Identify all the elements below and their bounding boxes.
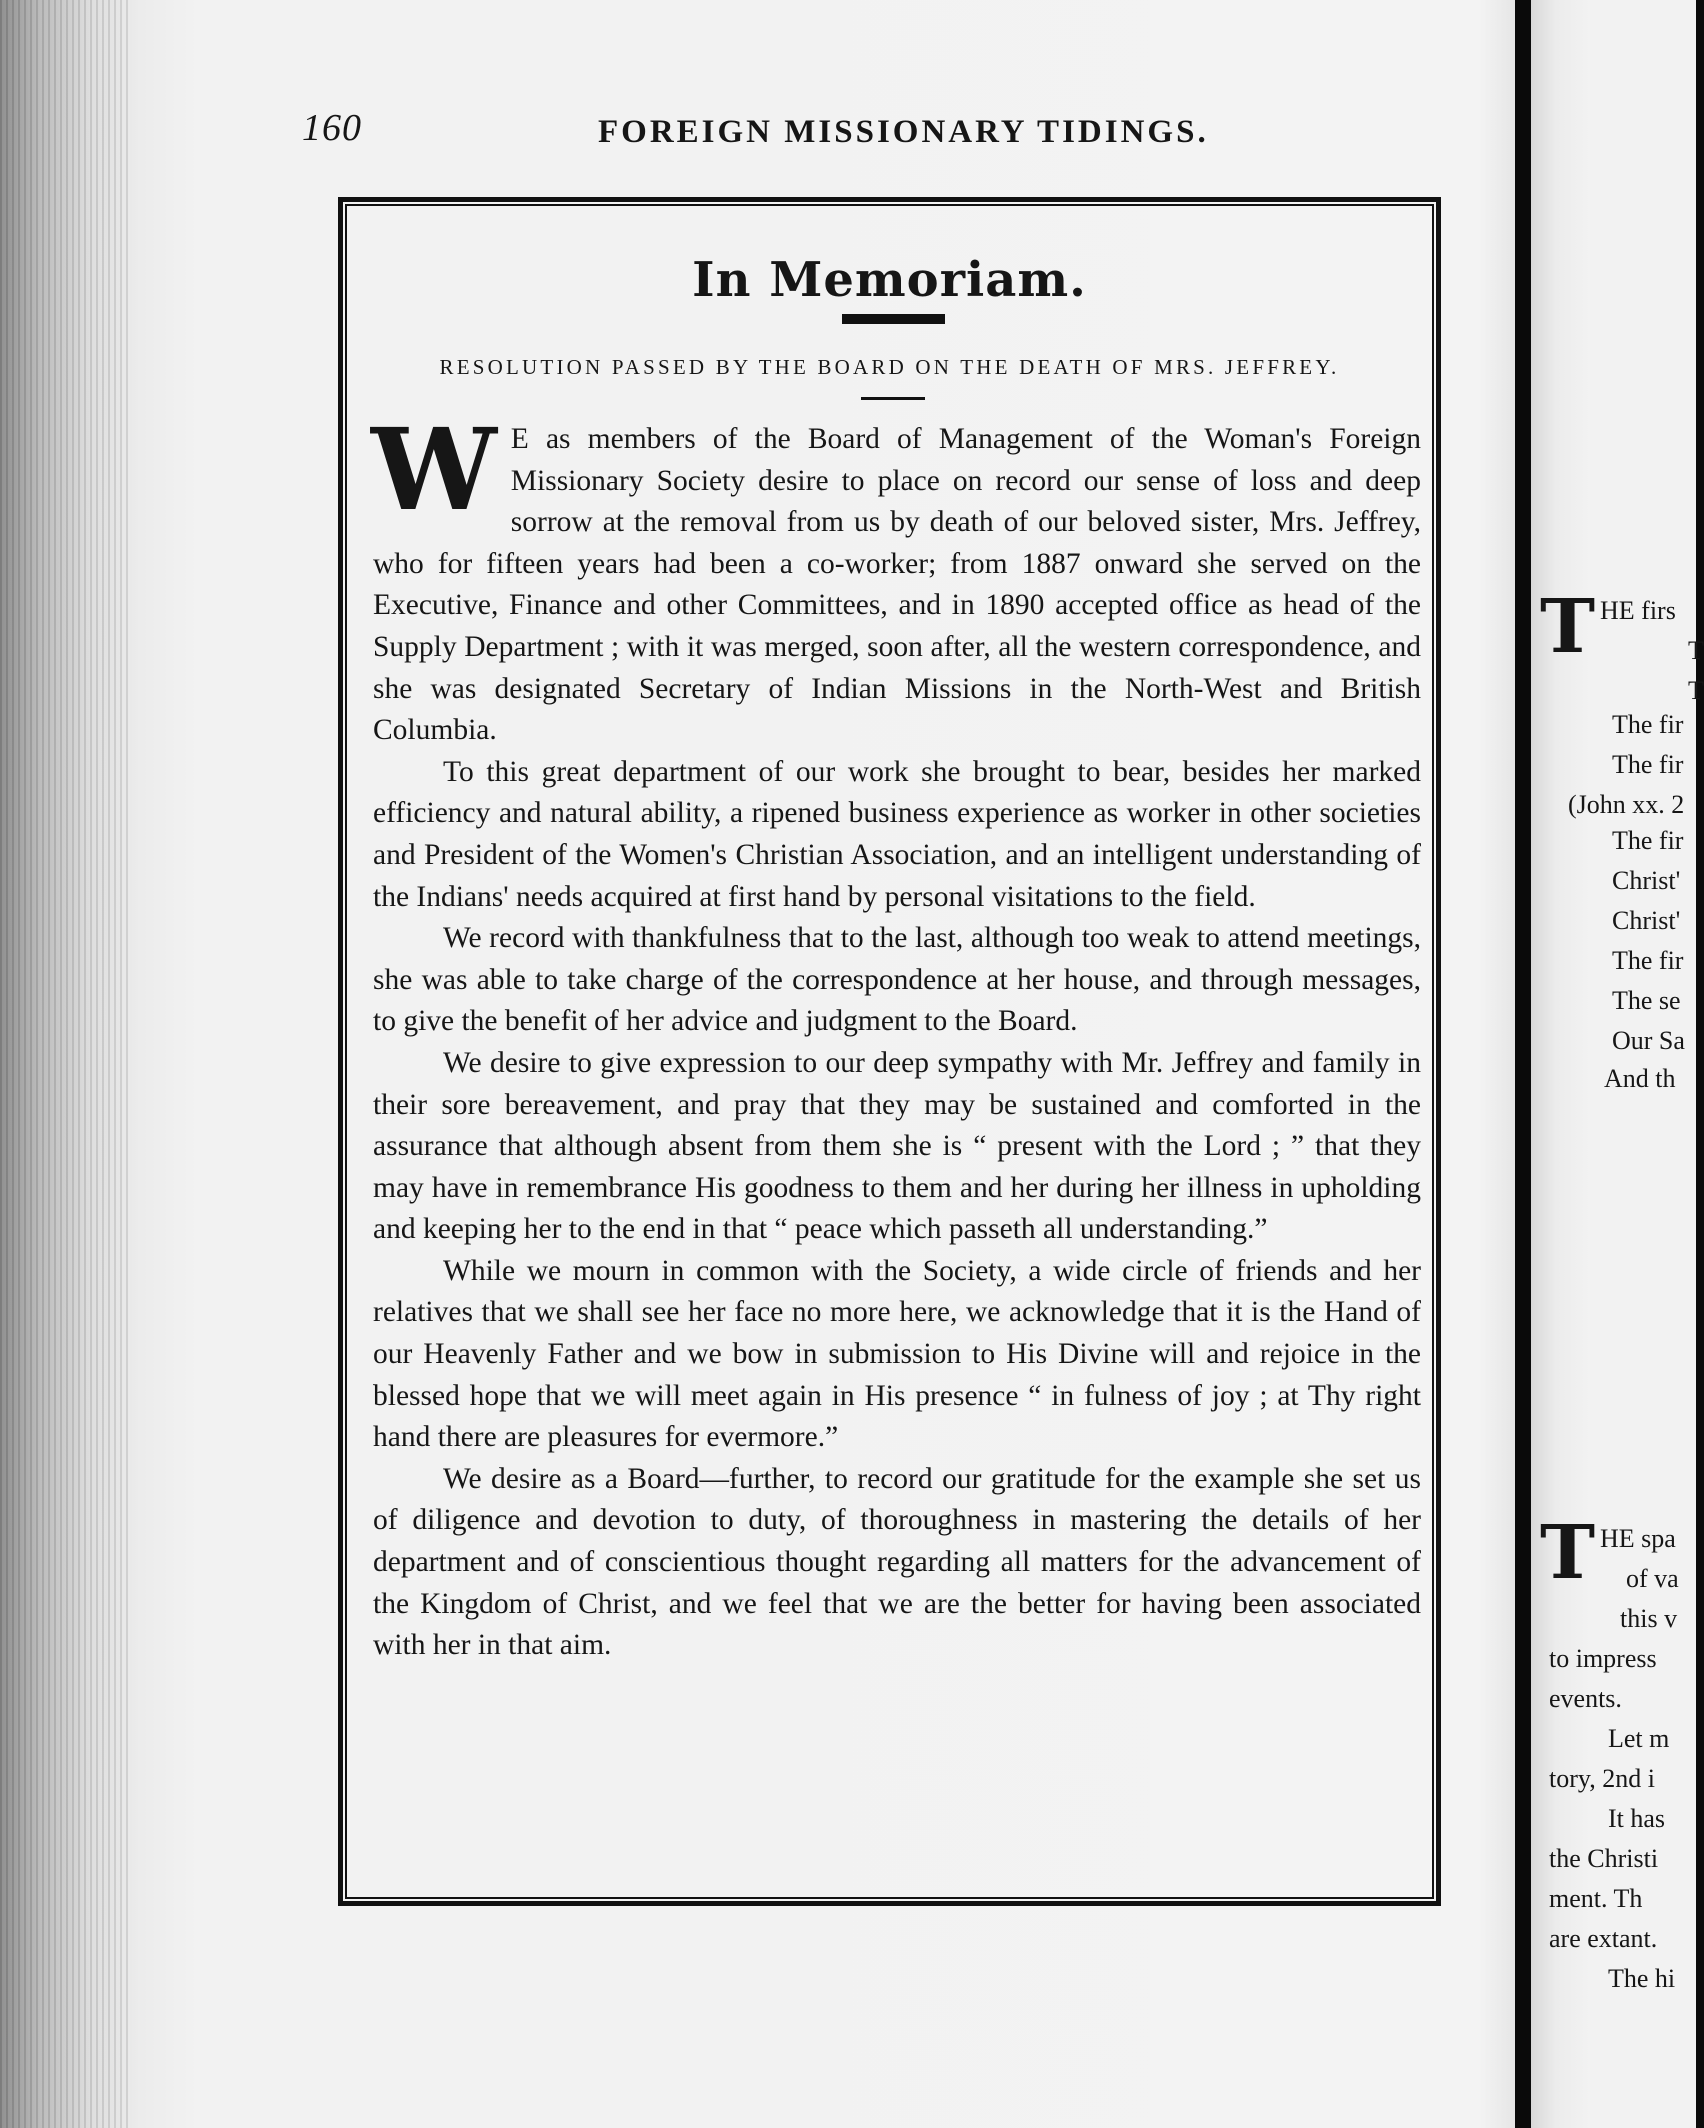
paragraph-5: While we mourn in common with the Society, a wide circle of friends and her relatives that we shall see her face no more here, we acknowledge that it is the Hand of our Heavenly Father and we bow in submission to His Divine will and rejoice in the blessed hope that we will meet again in His presence “ in fulness of joy ; at Thy right hand there are pleasures for evermore.” bbox=[373, 1254, 1421, 1454]
right-line: T bbox=[1688, 636, 1704, 665]
right-line: this v bbox=[1620, 1604, 1678, 1633]
paragraph-1 bbox=[371, 405, 1421, 752]
right-line: the Christi bbox=[1549, 1844, 1659, 1873]
small-rule bbox=[861, 397, 925, 400]
memorial-title: In Memoriam. bbox=[692, 252, 1087, 308]
book-gutter bbox=[1515, 0, 1531, 2128]
title-rule bbox=[842, 314, 945, 324]
right-line: events. bbox=[1549, 1684, 1622, 1713]
memorial-box bbox=[338, 197, 1441, 1906]
right-line: The se bbox=[1612, 986, 1681, 1015]
right-line: The fir bbox=[1612, 750, 1684, 779]
paragraph-3: We record with thankfulness that to the last, although too weak to attend meetings, she was able to take charge of the correspondence at her house, and through messages, to give the benefit of her advice and judgment to the Board. bbox=[373, 922, 1421, 1038]
right-line: Let m bbox=[1608, 1724, 1670, 1753]
right-line: The hi bbox=[1608, 1964, 1676, 1993]
drop-cap: W bbox=[371, 405, 497, 536]
right-line: ment. Th bbox=[1549, 1884, 1643, 1913]
right-line: HE firs bbox=[1600, 596, 1676, 625]
right-drop-cap-2: T bbox=[1540, 1510, 1596, 1596]
right-line: The fir bbox=[1612, 946, 1684, 975]
right-line: The fir bbox=[1612, 826, 1684, 855]
running-head: FOREIGN MISSIONARY TIDINGS. bbox=[598, 114, 1209, 150]
right-line: (John xx. 2 bbox=[1568, 790, 1685, 819]
right-line: HE spa bbox=[1600, 1524, 1676, 1553]
memorial-body bbox=[371, 405, 1421, 1667]
right-drop-cap-1: T bbox=[1540, 584, 1596, 670]
right-line: The fir bbox=[1612, 710, 1684, 739]
right-line: Our Sa bbox=[1612, 1026, 1685, 1055]
right-line: T bbox=[1688, 676, 1704, 705]
right-line: to impress bbox=[1549, 1644, 1657, 1673]
paragraph-2: To this great department of our work she brought to bear, besides her marked efficiency and natural ability, a ripened business experience as worker in other societies and President of the Women's Christian Association, and an intelligent understanding of the Indians' needs acquired at first hand by personal visitations to the field. bbox=[373, 755, 1421, 913]
right-line: are extant. bbox=[1549, 1924, 1658, 1953]
right-line: And th bbox=[1604, 1064, 1676, 1093]
paragraph-6: We desire as a Board—further, to record our gratitude for the example she set us of diligence and devotion to duty, of thoroughness in mastering the details of her department and of conscientious thought regarding all matters for the advancement of the Kingdom of Christ, and we feel that we are the better for having been associated with her in that aim. bbox=[373, 1462, 1421, 1662]
right-line: It has bbox=[1608, 1804, 1666, 1833]
paragraph-4: We desire to give expression to our deep sympathy with Mr. Jeffrey and family in their sore bereavement, and pray that they may be sustained and comforted in the assurance that although absent from them she is “ present with the Lord ; ” that they may have in remembrance His goodness to them and her during her illness in upholding and keeping her to the end in that “ peace which passeth all understanding.” bbox=[373, 1046, 1421, 1246]
right-line: Christ' bbox=[1612, 906, 1681, 935]
right-line: of va bbox=[1626, 1564, 1679, 1593]
page-edges bbox=[0, 0, 130, 2128]
paragraph-1-text: E as members of the Board of Management of the Woman's Foreign Missionary Society desire to place on record our sense of loss and deep sorrow at the removal from us by death of our beloved sister, Mrs. Jeffrey, who for fifteen years had been a co-worker; from 1887 onward she served on the Executive, Finance and other Committees, and in 1890 accepted office as head of the Supply Department ; with it was merged, soon after, all the western correspondence, and she was designated Secretary of Indian Missions in the North-West and British Columbia. bbox=[373, 423, 1421, 747]
resolution-heading: RESOLUTION PASSED BY THE BOARD ON THE DEATH OF MRS. JEFFREY. bbox=[439, 355, 1340, 379]
page-number: 160 bbox=[302, 107, 362, 149]
right-line: Christ' bbox=[1612, 866, 1681, 895]
right-line: tory, 2nd i bbox=[1549, 1764, 1655, 1793]
